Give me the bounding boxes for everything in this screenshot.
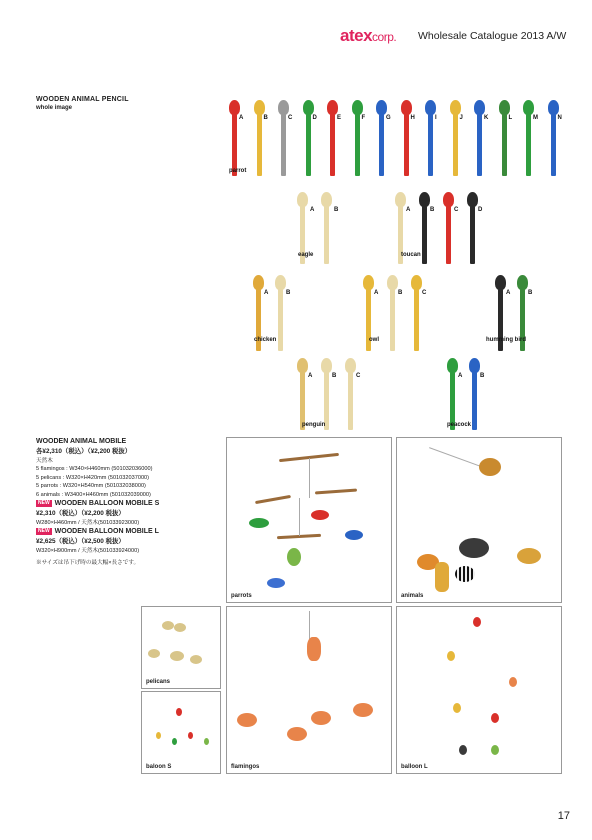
pencil-variant-letter: L [508, 115, 513, 121]
pencil-variant-letter: A [374, 290, 379, 296]
pencil-topper [495, 275, 506, 290]
pencil-topper [411, 275, 422, 290]
mobile-price: 各¥2,310（税込）（¥2,200 税抜） [36, 448, 132, 455]
balloon-l-photo [396, 606, 562, 774]
pencil-group-label: humming bird [486, 337, 526, 343]
pencil-topper [548, 100, 559, 115]
pencil-topper [278, 100, 289, 115]
pencil-body [379, 114, 384, 176]
pencil-variant-letter: C [422, 290, 427, 296]
pencil-body [281, 114, 286, 176]
pencil-body [324, 206, 329, 264]
pencil-variant-letter: B [430, 207, 435, 213]
pencil-variant-letter: A [506, 290, 511, 296]
flamingos-photo [226, 606, 392, 774]
pencil-variant-letter: D [478, 207, 483, 213]
pencil-body [446, 206, 451, 264]
pencil-body [428, 114, 433, 176]
pencil-body [472, 372, 477, 430]
pencil-variant-letter: B [398, 290, 403, 296]
animals-photo [396, 437, 562, 603]
balloon-s-price: ¥2,310（税込）（¥2,200 税抜） [36, 510, 125, 518]
pencil-topper [253, 275, 264, 290]
pencil-topper [443, 192, 454, 207]
mobile-item: 5 pelicans : W320×H420mm (501032037000) [36, 474, 150, 481]
pencil-variant-letter: G [386, 115, 391, 121]
mobile-item: 5 parrots : W320×H540mm (501032038000) [36, 483, 146, 490]
balloon-l-title: NEW WOODEN BALLOON MOBILE L [38, 528, 159, 536]
pencil-topper [321, 192, 332, 207]
pencil-topper [327, 100, 338, 115]
pencil-variant-letter: B [263, 115, 268, 121]
pencil-body [306, 114, 311, 176]
pencil-variant-letter: B [332, 373, 337, 379]
pencil-group-label: toucan [401, 252, 421, 258]
pencil-topper [401, 100, 412, 115]
pencil-topper [229, 100, 240, 115]
pencil-topper [447, 358, 458, 373]
pencil-topper [395, 192, 406, 207]
pencil-body [330, 114, 335, 176]
pencil-body [404, 114, 409, 176]
pencil-variant-letter: B [286, 290, 291, 296]
pencil-body [414, 289, 419, 351]
pencil-topper [419, 192, 430, 207]
atex-logo: atexcorp. [340, 26, 397, 45]
pencil-variant-letter: D [312, 115, 317, 121]
pencil-group-label: penguin [302, 422, 326, 428]
pencil-variant-letter: N [557, 115, 562, 121]
pencil-topper [297, 358, 308, 373]
pencil-topper [352, 100, 363, 115]
pencil-topper [499, 100, 510, 115]
photo-caption: pelicans [146, 679, 171, 685]
mobile-item: 6 animals : W3400×H460mm (501032039000) [36, 491, 151, 498]
pencil-topper [275, 275, 286, 290]
photo-caption: baloon S [146, 764, 172, 770]
pencil-topper [467, 192, 478, 207]
new-badge: NEW [38, 500, 50, 507]
photo-caption: flamingos [231, 764, 260, 770]
pencil-variant-letter: B [334, 207, 339, 213]
photo-caption: animals [401, 593, 424, 599]
pencil-topper [297, 192, 308, 207]
pencil-variant-letter: K [484, 115, 489, 121]
size-note: ※サイズは吊下げ時の最大幅×長さです。 [36, 559, 140, 566]
pencil-variant-letter: A [310, 207, 315, 213]
pencil-topper [376, 100, 387, 115]
pencil-body [526, 114, 531, 176]
mobile-info-block [36, 437, 216, 567]
pencil-body [470, 206, 475, 264]
pencil-variant-letter: F [361, 115, 366, 121]
new-badge: NEW [38, 528, 50, 535]
pencil-body [355, 114, 360, 176]
pencil-group-label: parrot [229, 168, 247, 174]
pencil-body [348, 372, 353, 430]
pencil-body [390, 289, 395, 351]
pencil-topper [254, 100, 265, 115]
pencil-variant-letter: A [239, 115, 244, 121]
pencil-variant-letter: E [337, 115, 342, 121]
pencil-body [278, 289, 283, 351]
pencil-topper [387, 275, 398, 290]
page-number: 17 [557, 810, 570, 822]
pencil-variant-letter: H [410, 115, 415, 121]
pencil-body [453, 114, 458, 176]
pencil-group-label: chicken [254, 337, 277, 343]
pencil-topper [450, 100, 461, 115]
pencil-section-subtitle: whole image [36, 105, 73, 111]
pencil-topper [321, 358, 332, 373]
parrots-photo [226, 437, 392, 603]
pencil-topper [517, 275, 528, 290]
pencil-variant-letter: B [528, 290, 533, 296]
mobile-section-title: WOODEN ANIMAL MOBILE [36, 438, 127, 445]
pencil-body [551, 114, 556, 176]
pencil-variant-letter: I [435, 115, 437, 121]
pencil-variant-letter: M [533, 115, 538, 121]
balloon-s-spec: W280×H460mm / 天然木(501033923000) [36, 520, 140, 527]
mobile-item: 5 flamingos : W340×H460mm (501032036000) [36, 466, 153, 473]
balloon-l-price: ¥2,625（税込）（¥2,500 税抜） [36, 538, 125, 546]
baloon-s-photo [141, 691, 221, 774]
pencil-body [232, 114, 237, 176]
pencil-variant-letter: C [356, 373, 361, 379]
pencil-topper [474, 100, 485, 115]
pencil-topper [425, 100, 436, 115]
pencil-group-label: eagle [298, 252, 314, 258]
photo-caption: balloon L [401, 764, 428, 770]
catalog-header [340, 26, 580, 46]
balloon-l-spec: W320×H900mm / 天然木(501033924000) [36, 548, 140, 555]
pencil-body [422, 206, 427, 264]
pencil-variant-letter: A [264, 290, 269, 296]
pencil-topper [469, 358, 480, 373]
pencil-variant-letter: C [454, 207, 459, 213]
pencil-body [477, 114, 482, 176]
pencil-body [257, 114, 262, 176]
pencil-topper [345, 358, 356, 373]
pencil-variant-letter: J [459, 115, 463, 121]
photo-caption: parrots [231, 593, 252, 599]
pencil-group-label: peacock [447, 422, 472, 428]
pencil-variant-letter: A [458, 373, 463, 379]
balloon-s-title: NEW WOODEN BALLOON MOBILE S [38, 500, 160, 508]
pencil-variant-letter: B [480, 373, 485, 379]
pencil-variant-letter: C [288, 115, 293, 121]
pencil-variant-letter: A [308, 373, 313, 379]
pencil-topper [303, 100, 314, 115]
pencil-section-title: WOODEN ANIMAL PENCIL [36, 96, 129, 103]
pencil-body [502, 114, 507, 176]
pencil-group-label: owl [369, 337, 379, 343]
pencil-topper [363, 275, 374, 290]
pencil-topper [523, 100, 534, 115]
mobile-material: 天然木 [36, 458, 53, 464]
pencil-variant-letter: A [406, 207, 411, 213]
pelicans-photo [141, 606, 221, 689]
catalog-title: Wholesale Catalogue 2013 A/W [418, 30, 567, 42]
